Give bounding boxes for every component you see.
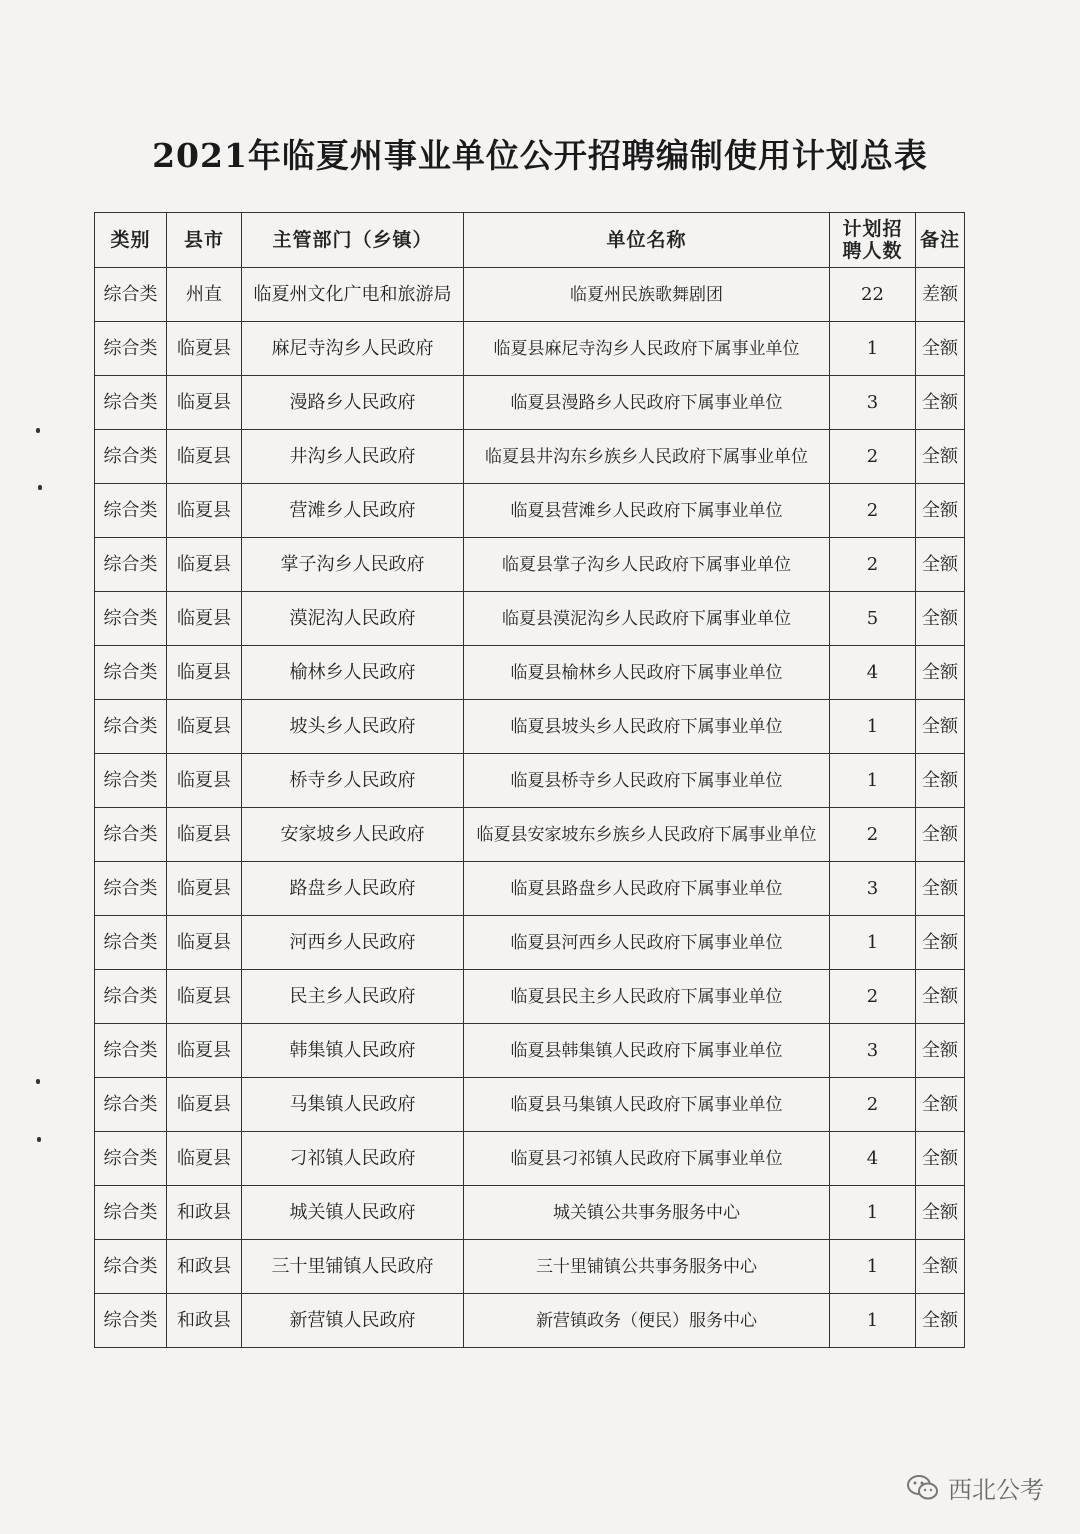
table-body (95, 268, 965, 1348)
cell-county: 临夏县 (167, 484, 242, 538)
table-row (95, 1240, 965, 1294)
header-planned-count: 计划招聘人数 (830, 213, 916, 268)
cell-county: 临夏县 (167, 538, 242, 592)
cell-category: 综合类 (95, 808, 167, 862)
cell-unit-name: 临夏县漫路乡人民政府下属事业单位 (464, 376, 830, 430)
cell-unit-name: 临夏县漠泥沟乡人民政府下属事业单位 (464, 592, 830, 646)
cell-department: 井沟乡人民政府 (242, 430, 464, 484)
cell-category: 综合类 (95, 1024, 167, 1078)
cell-category: 综合类 (95, 1186, 167, 1240)
cell-department: 刁祁镇人民政府 (242, 1132, 464, 1186)
cell-unit-name: 临夏县民主乡人民政府下属事业单位 (464, 970, 830, 1024)
table-row (95, 322, 965, 376)
cell-unit-name: 临夏州民族歌舞剧团 (464, 268, 830, 322)
cell-planned-count: 1 (830, 322, 916, 376)
cell-unit-name: 新营镇政务（便民）服务中心 (464, 1294, 830, 1348)
cell-remarks: 全额 (916, 1186, 965, 1240)
cell-remarks: 全额 (916, 700, 965, 754)
cell-department: 临夏州文化广电和旅游局 (242, 268, 464, 322)
cell-planned-count: 22 (830, 268, 916, 322)
cell-planned-count: 2 (830, 970, 916, 1024)
recruitment-plan-table (94, 212, 965, 1348)
table-row (95, 538, 965, 592)
cell-remarks: 全额 (916, 646, 965, 700)
cell-category: 综合类 (95, 970, 167, 1024)
cell-county: 临夏县 (167, 376, 242, 430)
cell-remarks: 全额 (916, 484, 965, 538)
cell-remarks: 差额 (916, 268, 965, 322)
cell-unit-name: 临夏县路盘乡人民政府下属事业单位 (464, 862, 830, 916)
cell-category: 综合类 (95, 484, 167, 538)
header-category: 类别 (95, 213, 167, 268)
cell-remarks: 全额 (916, 808, 965, 862)
cell-unit-name: 临夏县榆林乡人民政府下属事业单位 (464, 646, 830, 700)
wechat-icon (906, 1474, 940, 1502)
cell-unit-name: 临夏县井沟东乡族乡人民政府下属事业单位 (464, 430, 830, 484)
cell-remarks: 全额 (916, 862, 965, 916)
cell-planned-count: 1 (830, 1294, 916, 1348)
cell-category: 综合类 (95, 916, 167, 970)
cell-county: 临夏县 (167, 916, 242, 970)
cell-department: 漫路乡人民政府 (242, 376, 464, 430)
cell-category: 综合类 (95, 538, 167, 592)
cell-category: 综合类 (95, 322, 167, 376)
table-row (95, 268, 965, 322)
cell-remarks: 全额 (916, 1024, 965, 1078)
cell-county: 临夏县 (167, 322, 242, 376)
header-unit-name: 单位名称 (464, 213, 830, 268)
cell-planned-count: 3 (830, 1024, 916, 1078)
cell-remarks: 全额 (916, 754, 965, 808)
cell-category: 综合类 (95, 1240, 167, 1294)
cell-remarks: 全额 (916, 1294, 965, 1348)
cell-planned-count: 2 (830, 1078, 916, 1132)
cell-unit-name: 临夏县安家坡东乡族乡人民政府下属事业单位 (464, 808, 830, 862)
cell-county: 临夏县 (167, 430, 242, 484)
scan-speck (36, 1079, 40, 1084)
cell-planned-count: 1 (830, 1186, 916, 1240)
cell-planned-count: 2 (830, 430, 916, 484)
cell-remarks: 全额 (916, 538, 965, 592)
cell-department: 三十里铺镇人民政府 (242, 1240, 464, 1294)
cell-county: 临夏县 (167, 754, 242, 808)
cell-planned-count: 1 (830, 1240, 916, 1294)
cell-department: 榆林乡人民政府 (242, 646, 464, 700)
cell-category: 综合类 (95, 1294, 167, 1348)
table-row (95, 916, 965, 970)
header-remarks: 备注 (916, 213, 965, 268)
cell-department: 民主乡人民政府 (242, 970, 464, 1024)
cell-department: 新营镇人民政府 (242, 1294, 464, 1348)
cell-category: 综合类 (95, 376, 167, 430)
table-row (95, 1294, 965, 1348)
cell-planned-count: 2 (830, 808, 916, 862)
table-row (95, 808, 965, 862)
cell-county: 临夏县 (167, 592, 242, 646)
table-row (95, 1132, 965, 1186)
cell-category: 综合类 (95, 1132, 167, 1186)
cell-category: 综合类 (95, 268, 167, 322)
cell-unit-name: 临夏县掌子沟乡人民政府下属事业单位 (464, 538, 830, 592)
cell-department: 韩集镇人民政府 (242, 1024, 464, 1078)
cell-department: 漠泥沟人民政府 (242, 592, 464, 646)
table-row (95, 700, 965, 754)
cell-county: 临夏县 (167, 970, 242, 1024)
cell-county: 临夏县 (167, 646, 242, 700)
cell-category: 综合类 (95, 646, 167, 700)
table-row (95, 1078, 965, 1132)
cell-unit-name: 临夏县马集镇人民政府下属事业单位 (464, 1078, 830, 1132)
cell-planned-count: 2 (830, 538, 916, 592)
scan-speck (37, 1137, 41, 1142)
cell-county: 和政县 (167, 1294, 242, 1348)
cell-unit-name: 临夏县河西乡人民政府下属事业单位 (464, 916, 830, 970)
table-row (95, 1186, 965, 1240)
cell-planned-count: 3 (830, 376, 916, 430)
table-row (95, 1024, 965, 1078)
cell-remarks: 全额 (916, 322, 965, 376)
cell-planned-count: 4 (830, 646, 916, 700)
cell-remarks: 全额 (916, 1132, 965, 1186)
cell-category: 综合类 (95, 1078, 167, 1132)
cell-department: 桥寺乡人民政府 (242, 754, 464, 808)
cell-category: 综合类 (95, 754, 167, 808)
cell-department: 麻尼寺沟乡人民政府 (242, 322, 464, 376)
cell-county: 临夏县 (167, 808, 242, 862)
cell-county: 临夏县 (167, 700, 242, 754)
cell-county: 临夏县 (167, 1132, 242, 1186)
cell-department: 安家坡乡人民政府 (242, 808, 464, 862)
cell-remarks: 全额 (916, 1240, 965, 1294)
header-department: 主管部门（乡镇） (242, 213, 464, 268)
cell-department: 掌子沟乡人民政府 (242, 538, 464, 592)
table-row (95, 862, 965, 916)
cell-county: 临夏县 (167, 1024, 242, 1078)
watermark (906, 1470, 1044, 1505)
table-row (95, 592, 965, 646)
cell-category: 综合类 (95, 592, 167, 646)
table-row (95, 970, 965, 1024)
cell-unit-name: 临夏县坡头乡人民政府下属事业单位 (464, 700, 830, 754)
cell-planned-count: 1 (830, 916, 916, 970)
cell-planned-count: 5 (830, 592, 916, 646)
table-row (95, 646, 965, 700)
cell-county: 州直 (167, 268, 242, 322)
cell-department: 营滩乡人民政府 (242, 484, 464, 538)
cell-unit-name: 临夏县麻尼寺沟乡人民政府下属事业单位 (464, 322, 830, 376)
cell-remarks: 全额 (916, 376, 965, 430)
table-row (95, 484, 965, 538)
cell-category: 综合类 (95, 862, 167, 916)
cell-department: 城关镇人民政府 (242, 1186, 464, 1240)
watermark-text: 西北公考 (948, 1476, 1044, 1504)
cell-remarks: 全额 (916, 970, 965, 1024)
cell-department: 路盘乡人民政府 (242, 862, 464, 916)
header-county: 县市 (167, 213, 242, 268)
cell-remarks: 全额 (916, 1078, 965, 1132)
cell-planned-count: 4 (830, 1132, 916, 1186)
cell-planned-count: 1 (830, 754, 916, 808)
cell-remarks: 全额 (916, 592, 965, 646)
cell-planned-count: 3 (830, 862, 916, 916)
cell-county: 和政县 (167, 1186, 242, 1240)
scan-speck (38, 485, 42, 490)
cell-unit-name: 临夏县韩集镇人民政府下属事业单位 (464, 1024, 830, 1078)
cell-unit-name: 城关镇公共事务服务中心 (464, 1186, 830, 1240)
cell-unit-name: 三十里铺镇公共事务服务中心 (464, 1240, 830, 1294)
page-title: 2021年临夏州事业单位公开招聘编制使用计划总表 (152, 136, 928, 175)
cell-department: 马集镇人民政府 (242, 1078, 464, 1132)
cell-unit-name: 临夏县营滩乡人民政府下属事业单位 (464, 484, 830, 538)
cell-department: 坡头乡人民政府 (242, 700, 464, 754)
cell-county: 临夏县 (167, 862, 242, 916)
cell-remarks: 全额 (916, 916, 965, 970)
cell-unit-name: 临夏县桥寺乡人民政府下属事业单位 (464, 754, 830, 808)
cell-unit-name: 临夏县刁祁镇人民政府下属事业单位 (464, 1132, 830, 1186)
cell-planned-count: 1 (830, 700, 916, 754)
table-row (95, 430, 965, 484)
table-header-row (95, 213, 965, 268)
cell-county: 临夏县 (167, 1078, 242, 1132)
cell-department: 河西乡人民政府 (242, 916, 464, 970)
cell-county: 和政县 (167, 1240, 242, 1294)
table-row (95, 754, 965, 808)
cell-category: 综合类 (95, 430, 167, 484)
table-row (95, 376, 965, 430)
cell-remarks: 全额 (916, 430, 965, 484)
scan-speck (36, 428, 40, 433)
cell-planned-count: 2 (830, 484, 916, 538)
cell-category: 综合类 (95, 700, 167, 754)
